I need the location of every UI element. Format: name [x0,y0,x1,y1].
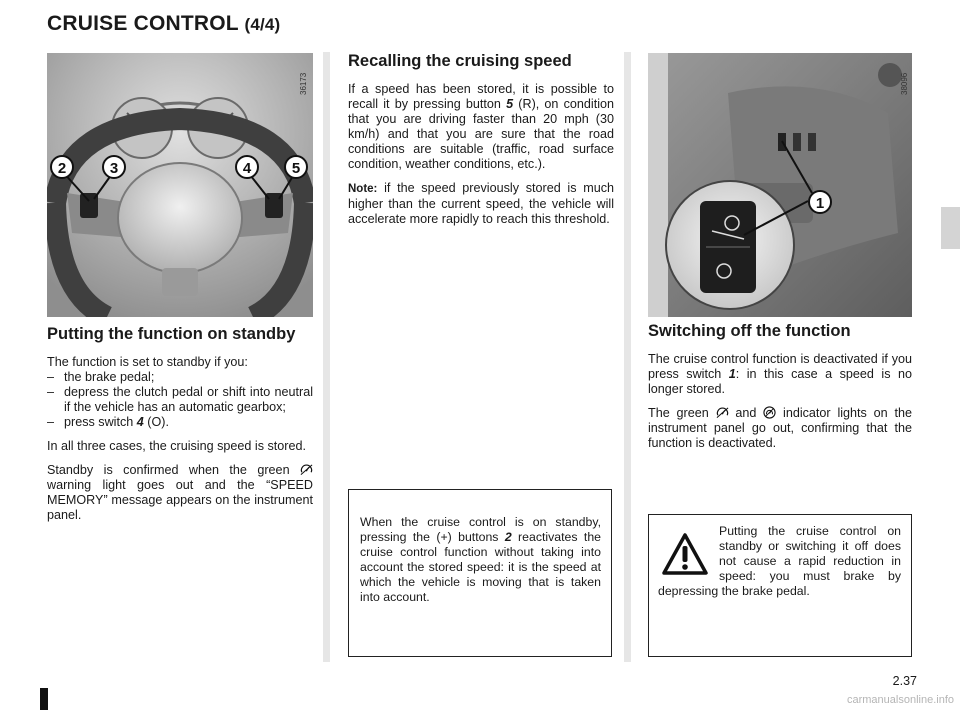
off-pre: The cruise control function is deactivated if you press switch [648,352,912,381]
section-tab [941,207,960,249]
standby-list-item: – the brake pedal; [47,370,313,385]
recall-paragraph [348,82,614,172]
button-number: 5 [506,97,514,111]
switch-number: 4 [136,415,144,429]
watermark: carmanualsonline.info [846,694,954,706]
recall-pre: If a speed has been stored, it is possible to recall it by pressing button [348,82,614,111]
recall-post: (R), on condition that you are driving faster than 20 mph (30 km/h) and that you are sure that the road conditions are suitable (traffic, road surface condition, weather conditions, etc.). [348,97,614,171]
recall-note [348,181,614,227]
column-divider-2 [624,52,631,662]
indicator-paragraph [648,406,912,451]
ind-pre: The green [648,406,716,420]
corner-mark [40,688,48,710]
standby-info-box [348,489,612,657]
warning-box [648,514,912,657]
standby-info-text [360,515,601,605]
switch-off-section [648,322,912,460]
switch-off-paragraph [648,352,912,397]
warning-text: Putting the cruise control on standby or switching it off does not cause a rapid reduction in speed: you must brake by depressing the brake pedal. [658,524,901,598]
note-label: Note: [348,183,378,195]
image-reference-left: 36173 [299,72,308,95]
switch-text-post: (O). [143,415,169,429]
standby-list-item [47,415,313,430]
ind-post: indicator lights on the instrument panel go out, confirming that the function is deactivated. [648,406,912,450]
page-title-main: CRUISE CONTROL [47,12,239,35]
standby-intro: The function is set to standby if you: [47,355,248,369]
speedometer-icon [300,463,313,476]
box-post: reactivates the cruise control function without taking into account the stored speed: it is the speed at which the vehicle is moving that is taken into account. [360,530,601,604]
recall-heading: Recalling the cruising speed [348,52,572,70]
speed-limiter-icon [763,406,776,419]
standby-list-item: – depress the clutch pedal or shift into neutral if the vehicle has an automatic gearbox; [47,385,313,415]
off-post: : in this case a speed is no longer stored. [648,367,912,396]
steering-wheel-photo [47,53,313,317]
confirm-post: warning light goes out and the “SPEED MEMORY” message appears on the instrument panel. [47,478,313,522]
note-text: if the speed previously stored is much higher than the current speed, the vehicle will accelerate more rapidly to reach this threshold. [348,181,614,226]
callout-1: 1 [815,195,825,212]
standby-section [47,325,313,532]
callout-3: 3 [109,160,119,177]
standby-confirm [47,463,313,523]
recall-section [348,52,614,236]
switch-number: 1 [728,367,736,381]
page-number: 2.37 [892,674,917,688]
box-button-number: 2 [504,530,512,544]
switch-off-heading: Switching off the function [648,322,851,340]
page-title [47,12,280,36]
standby-list [47,370,313,430]
standby-heading: Putting the function on standby [47,325,296,343]
callout-5: 5 [291,160,301,177]
speedometer-icon [716,406,729,419]
box-pre: When the cruise control is on standby, pressing the (+) buttons [360,515,601,544]
standby-stored: In all three cases, the cruising speed is stored. [47,439,307,453]
switch-text-pre: press switch [64,415,137,429]
confirm-pre: Standby is confirmed when the green [47,463,300,477]
column-divider-1 [323,52,330,662]
image-reference-right: 38096 [900,72,909,95]
page-title-part: (4/4) [244,15,281,34]
warning-triangle-icon [661,532,709,576]
ind-mid: and [728,406,764,420]
callout-4: 4 [242,160,252,177]
callout-2: 2 [57,160,67,177]
dashboard-switch-photo [648,53,912,317]
